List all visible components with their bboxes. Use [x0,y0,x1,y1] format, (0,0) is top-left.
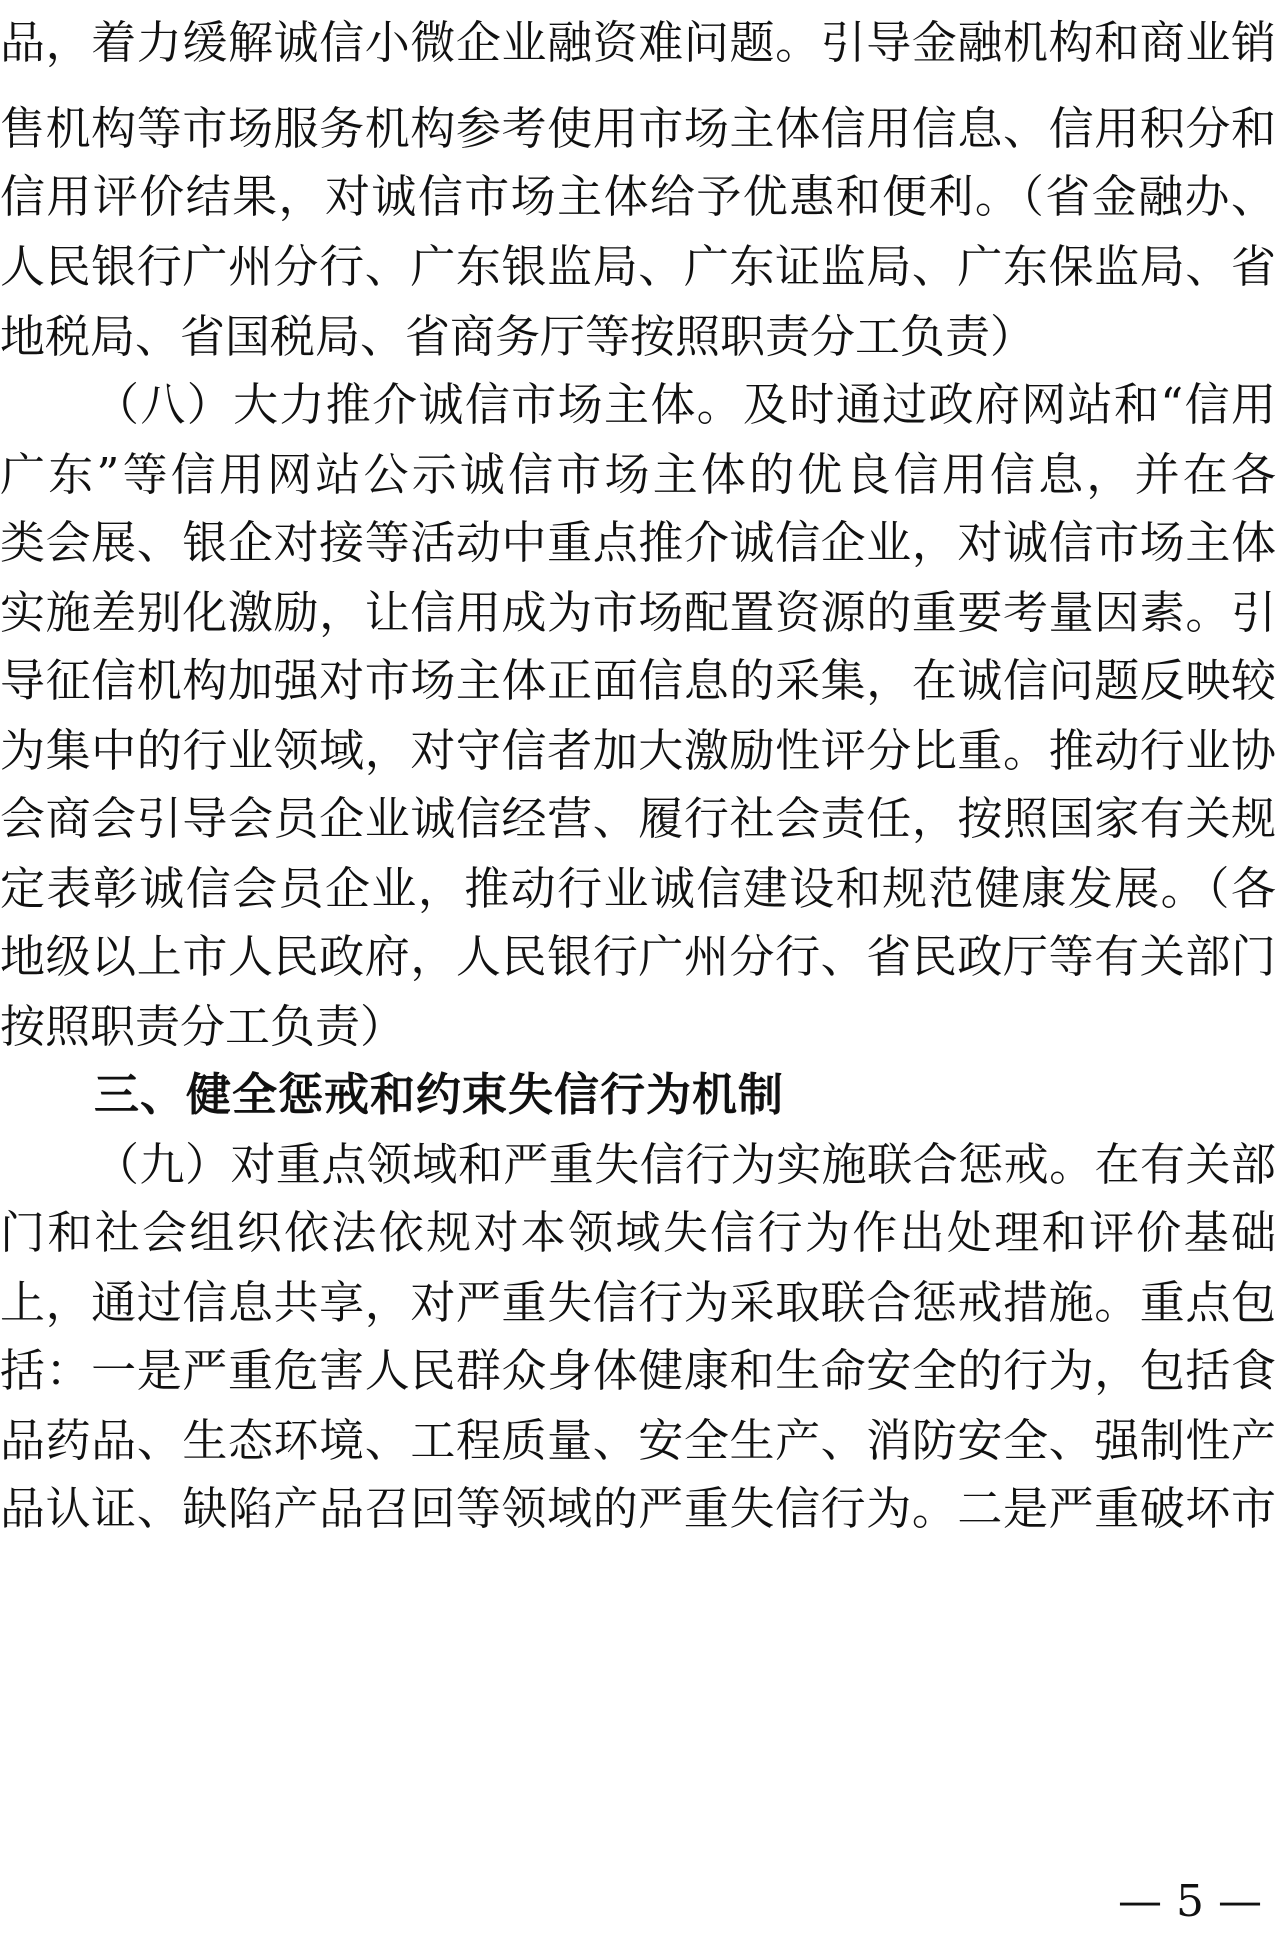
text-line: 信用评价结果，对诚信市场主体给予优惠和便利。（省金融办、 [0,170,1276,223]
text-line: 上，通过信息共享，对严重失信行为采取联合惩戒措施。重点包 [0,1276,1276,1329]
text-line: 门和社会组织依法依规对本领域失信行为作出处理和评价基础 [0,1206,1276,1259]
paragraph-first-line: （九）对重点领域和严重失信行为实施联合惩戒。在有关部 [94,1138,1276,1191]
text-line: 为集中的行业领域，对守信者加大激励性评分比重。推动行业协 [0,724,1276,777]
page-number: — 5 — [1118,1876,1262,1927]
text-line: 地税局、省国税局、省商务厅等按照职责分工负责） [0,310,1036,363]
text-line: 导征信机构加强对市场主体正面信息的采集，在诚信问题反映较 [0,654,1276,707]
text-line: 括：一是严重危害人民群众身体健康和生命安全的行为，包括食 [0,1344,1276,1397]
text-line: 售机构等市场服务机构参考使用市场主体信用信息、信用积分和 [0,102,1276,155]
paragraph-first-line: （八）大力推介诚信市场主体。及时通过政府网站和“信用 [94,378,1276,431]
text-line: 广东”等信用网站公示诚信市场主体的优良信用信息，并在各 [0,448,1276,501]
text-line: 地级以上市人民政府，人民银行广州分行、省民政厅等有关部门 [0,930,1276,983]
text-line: 品药品、生态环境、工程质量、安全生产、消防安全、强制性产 [0,1414,1276,1467]
text-line: 类会展、银企对接等活动中重点推介诚信企业，对诚信市场主体 [0,516,1276,569]
text-line: 会商会引导会员企业诚信经营、履行社会责任，按照国家有关规 [0,792,1276,845]
text-line: 品，着力缓解诚信小微企业融资难问题。引导金融机构和商业销 [0,16,1276,69]
text-line: 实施差别化激励，让信用成为市场配置资源的重要考量因素。引 [0,586,1276,639]
text-line: 定表彰诚信会员企业，推动行业诚信建设和规范健康发展。（各 [0,862,1276,915]
section-heading: 三、健全惩戒和约束失信行为机制 [94,1068,785,1121]
text-line: 人民银行广州分行、广东银监局、广东证监局、广东保监局、省 [0,240,1276,293]
text-line: 品认证、缺陷产品召回等领域的严重失信行为。二是严重破坏市 [0,1482,1276,1535]
text-line: 按照职责分工负责） [0,1000,406,1053]
